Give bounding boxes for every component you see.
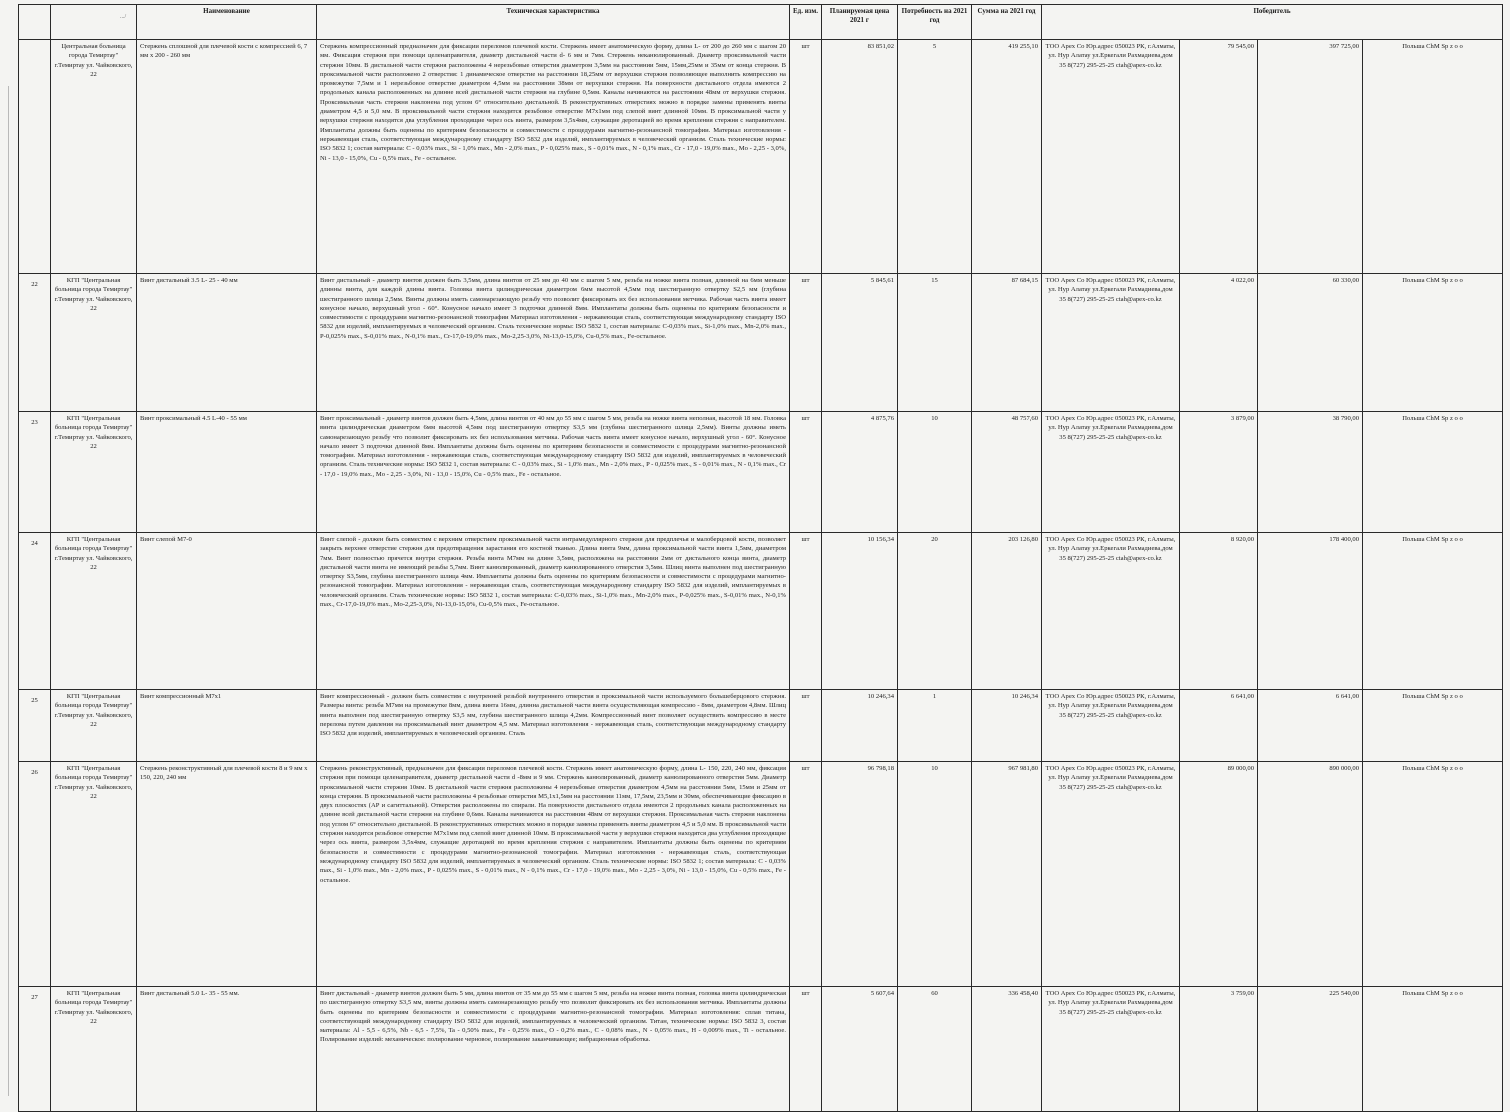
row-winner-sum: 38 790,00 <box>1258 412 1363 533</box>
row-number: 25 <box>19 690 51 762</box>
row-unit: шт <box>790 762 822 987</box>
row-item-name: Стержень сплошной для плечевой кости с компрессией 6, 7 мм х 200 - 260 мм <box>137 40 317 274</box>
header-unit: Ед. изм. <box>790 5 822 40</box>
row-planned-price: 96 798,18 <box>822 762 898 987</box>
table-row <box>19 40 1503 274</box>
row-sum: 48 757,60 <box>972 412 1042 533</box>
header-need: Потребность на 2021 год <box>898 5 972 40</box>
row-supplier: ТОО Apex Co Юр.адрес 050023 РК, г.Алматы, ул. Нур Алатау ул.Еркегали Рахмадиева,дом 35 8(727) 295-25-25 ctah@apex-co.kz <box>1042 987 1180 1112</box>
row-tech-spec: Стержень реконструктивный, предназначен для фиксации переломов плечевой кости. Стержень имеет анатомическую форму, длина L- 150, 220, 240 мм, фиксация стержня при помощи целенаправителя, диаметр дистальной части d -8мм и 9 мм. Стержень канюлированный, диаметр канюлированного отверстия 5мм. Диаметр проксимальной части стержня 10мм. В дистальной части стержня расположены 4 нерезьбовые отверстия диаметром 4,5мм на расстоянии 5мм, 15мм и 25мм от конца стержня. В проксимальной части расположены 4 резьбовые отверстия М5,1х1,5мм на расстоянии 11мм, 17,5мм, 23,5мм и 30мм, обеспечивающие фиксацию в двух плоскостях (АР и сагиттальной). Отверстия расположены по спирали. На поверхности дистального отдела имеются 2 продольных канала расположенных на длинне всей дистальной части стержня на глубине 0,6мм. Каналы начинаются на расстоянии 48мм от верхушки стержня. Проксимальная часть стержня наклонена под углом 6° относительно дистальной. В реконструктивных отверстиях можно в порядке замены применять винты диаметром 4,5 и 5,0 мм. В проксимальной части стержня находится резьбовое отверстие М7х1мм под слепой винт длинной 10мм. В проксимальной части у верхушки стержня находятся два углубления проходящие через ось винта, размером 3,5х4мм, служащие деротацией во время крепления стержня с направителем. Имплантаты должны быть оценены по критериям безопасности и совместимости с процедурами магнитно-резонансной томографии. Материал изготовления - нержавеющая сталь, соответствующая международному стандарту ISO 5832 для изделий, имплантируемых в человеческий организм. Сталь технические нормы: ISO 5832 1; состав материала: C - 0,03% max., Si - 1,0% max., Mn - 2,0% max., P - 0,025% max., S - 0,01% max., N - 0,1% max., Cr - 17,0 - 19,0% max., Mo - 2,25 - 3,0%, Ni - 13,0 - 15,0%, Cu - 0,5% max., Fe - остальное. <box>317 762 790 987</box>
row-winner-country: Польша ChM Sp z o o <box>1363 762 1503 987</box>
row-tech-spec: Винт дистальный - диаметр винтов должен быть 5 мм, длина винтов от 35 мм до 55 мм с шагом 5 мм, резьба на ножке винта полная, головка винта цилиндрическая по шестигранную отвертку S3,5 мм, винты должны иметь самонарезающую резьбу что позволит фиксировать их без использования метчика. Имплантаты должны быть оценены по критериям безопасности и совместимости с процедурами магнитно-резонансной томографии. Материал изготовления: сплав титана, соответствующий международному стандарту ISO 5832 для изделий, имплантируемых в человеческий организм. Титан, технические нормы: ISO 5832 3, состав материала: Al - 5,5 - 6,5%, Nb - 6,5 - 7,5%, Ta - 0,50% max., Fe - 0,25% max., O - 0,2% max., C - 0,08% max., N - 0,05% max., H - 0,009% max., Ti - остальное. Полирование изделий: механическое: полирование черновое, полирование заканчивающее; вибрационная обработка. <box>317 987 790 1112</box>
row-item-name: Винт проксимальный 4.5 L-40 - 55 мм <box>137 412 317 533</box>
row-winner-country: Польша ChM Sp z o o <box>1363 533 1503 690</box>
row-quantity: 5 <box>898 40 972 274</box>
row-winner-sum: 60 330,00 <box>1258 274 1363 412</box>
row-supplier: ТОО Apex Co Юр.адрес 050023 РК, г.Алматы, ул. Нур Алатау ул.Еркегали Рахмадиева,дом 35 8(727) 295-25-25 ctah@apex-co.kz <box>1042 762 1180 987</box>
row-unit: шт <box>790 987 822 1112</box>
row-number: 24 <box>19 533 51 690</box>
row-number: 26 <box>19 762 51 987</box>
table-row <box>19 690 1503 762</box>
row-supplier: ТОО Apex Co Юр.адрес 050023 РК, г.Алматы, ул. Нур Алатау ул.Еркегали Рахмадиева,дом 35 8(727) 295-25-25 ctah@apex-co.kz <box>1042 40 1180 274</box>
row-quantity: 10 <box>898 762 972 987</box>
row-sum: 10 246,34 <box>972 690 1042 762</box>
row-number: 23 <box>19 412 51 533</box>
table-header-row <box>19 5 1503 40</box>
row-tech-spec: Стержень компрессионный предназначен для фиксации переломов плечевой кости. Стержень имеет анатомическую форму, длина L- от 200 до 260 мм с шагом 20 мм. Фиксация стержня при помощи целенаправителя, диаметр дистальной части d- 6 мм и 7мм. Стержень неканюлированный. Диаметр проксимальной части стержня 10мм. В дистальной части стержня расположены 4 нерезьбовые отверстия диаметром 3,5мм на расстоянии 5мм, 15мм,25мм и 35мм от конца стержня. В проксимальной части расположено 2 отверстия: 1 динамическое отверстие на расстоянии 18,25мм от верхушки стержня позволяющее выполнить компрессию на промежутке 7,5мм и 1 нерезьбовое отверстие диаметром 4,5мм на расстоянии 38мм от верхушки стержня. На поверхности дистального отдела имеются 2 продольных канала расположенных на длинне всей дистальной части стержня на глубине 0,5мм. Каналы начинаются на расстоянии 48мм от верхушки стержня. Проксимальная часть стержня наклонена под углом 6° относительно дистальной. В реконструктивных отверстиях можно в порядке замены применять винты диаметром 4,5 и 5,0 мм. В проксимальной части стержня находится резьбовое отверстие М7х1мм под слепой винт длинной 10мм. В проксимальной части у верхушки стержня находятся два углубления проходящие через ось винта, размером 3,5х4мм, служащие деротацией во время крепления стержня с направителем. Имплантаты должны быть оценены по критериям безопасности и совместимости с процедурами магнитно-резонансной томографии. Материал изготовления - нержавеющая сталь, соответствующая международному стандарту ISO 5832 для изделий, имплантируемых в человеческий организм. Сталь технические нормы: ISO 5832 1; состав материала: C - 0,03% max., Si - 1,0% max., Mn - 2,0% max., P - 0,025% max., S - 0,01% max., N - 0,1% max., Cr - 17,0 - 19,0% max., Mo - 2,25 - 3,0%, Ni - 13,0 - 15,0%, Cu - 0,5% max., Fe - остальное. <box>317 40 790 274</box>
row-item-name: Винт компрессионный М7х1 <box>137 690 317 762</box>
row-item-name: Винт слепой М7-0 <box>137 533 317 690</box>
table-row <box>19 412 1503 533</box>
header-price: Планируемая цена 2021 г <box>822 5 898 40</box>
corner-mark: .../ <box>120 14 127 20</box>
header-num <box>19 5 51 40</box>
row-organization: КГП "Центральная больница города Темиртау" г.Темиртау ул. Чайковского, 22 <box>51 987 137 1112</box>
row-winner-price: 79 545,00 <box>1180 40 1258 274</box>
row-quantity: 15 <box>898 274 972 412</box>
row-number <box>19 40 51 274</box>
row-planned-price: 10 156,34 <box>822 533 898 690</box>
header-name: Наименование <box>137 5 317 40</box>
scan-artifact-line <box>8 86 9 1096</box>
row-sum: 87 684,15 <box>972 274 1042 412</box>
row-winner-country: Польша ChM Sp z o o <box>1363 274 1503 412</box>
row-winner-country: Польша ChM Sp z o o <box>1363 690 1503 762</box>
row-quantity: 60 <box>898 987 972 1112</box>
row-item-name: Винт дистальный 3.5 L- 25 - 40 мм <box>137 274 317 412</box>
row-organization: КГП "Центральная больница города Темиртау" г.Темиртау ул. Чайковского, 22 <box>51 690 137 762</box>
row-planned-price: 5 845,61 <box>822 274 898 412</box>
row-winner-price: 4 022,00 <box>1180 274 1258 412</box>
row-winner-country: Польша ChM Sp z o o <box>1363 412 1503 533</box>
row-number: 27 <box>19 987 51 1112</box>
row-winner-sum: 225 540,00 <box>1258 987 1363 1112</box>
row-winner-sum: 178 400,00 <box>1258 533 1363 690</box>
row-supplier: ТОО Apex Co Юр.адрес 050023 РК, г.Алматы, ул. Нур Алатау ул.Еркегали Рахмадиева,дом 35 8(727) 295-25-25 ctah@apex-co.kz <box>1042 274 1180 412</box>
row-supplier: ТОО Apex Co Юр.адрес 050023 РК, г.Алматы, ул. Нур Алатау ул.Еркегали Рахмадиева,дом 35 8(727) 295-25-25 ctah@apex-co.kz <box>1042 533 1180 690</box>
row-number: 22 <box>19 274 51 412</box>
row-organization: КГП "Центральная больница города Темиртау" г.Темиртау ул. Чайковского, 22 <box>51 412 137 533</box>
row-item-name: Стержень реконструктивный для плечевой кости 8 и 9 мм х 150, 220, 240 мм <box>137 762 317 987</box>
row-organization: КГП "Центральная больница города Темиртау" г.Темиртау ул. Чайковского, 22 <box>51 274 137 412</box>
row-organization: Центральная больница города Темиртау" г.Темиртау ул. Чайковского, 22 <box>51 40 137 274</box>
row-tech-spec: Винт проксимальный - диаметр винтов должен быть 4,5мм, длина винтов от 40 мм до 55 мм с шагом 5 мм, резьба на ножке винта неполная, высотой 18 мм. Головка винта цилиндрическая диаметром 6мм высотой 4,5мм под шестигранную отвертку S3,5 мм (глубина шестигранного шлица 2,5мм). Винты должны иметь самонарезающую резьбу что позволит фиксировать их без использования метчика. Рабочая часть винта имеет конусное начало, верхушный угол - 60°. Конусное начало имеет 3 подточки длинной 8мм. Имплантаты должны быть оценены по критериям безопасности и совместимости с процедурами магнитно-резонансной томографии. Материал изготовления - нержавеющая сталь, соответствующая международному стандарту ISO 5832 для изделий, имплантируемых в человеческий организм. Сталь технические нормы: ISO 5832 1, состав материала: C - 0,03% max., Si - 1,0% max., Mn - 2,0% max., P - 0,025% max., S - 0,01% max., N - 0,1% max., Cr - 17,0 - 19,0% max., Mo - 2,25 - 3,0%, Ni - 13,0 - 15,0%, Cu - 0,5% max., Fe - остальное. <box>317 412 790 533</box>
row-winner-price: 6 641,00 <box>1180 690 1258 762</box>
row-supplier: ТОО Apex Co Юр.адрес 050023 РК, г.Алматы, ул. Нур Алатау ул.Еркегали Рахмадиева,дом 35 8(727) 295-25-25 ctah@apex-co.kz <box>1042 412 1180 533</box>
row-planned-price: 5 607,64 <box>822 987 898 1112</box>
row-sum: 203 126,80 <box>972 533 1042 690</box>
row-planned-price: 4 875,76 <box>822 412 898 533</box>
row-winner-sum: 890 000,00 <box>1258 762 1363 987</box>
row-winner-country: Польша ChM Sp z o o <box>1363 987 1503 1112</box>
row-winner-price: 3 759,00 <box>1180 987 1258 1112</box>
row-quantity: 10 <box>898 412 972 533</box>
row-organization: КГП "Центральная больница города Темиртау" г.Темиртау ул. Чайковского, 22 <box>51 533 137 690</box>
table-row <box>19 762 1503 987</box>
header-tech: Техническая характеристика <box>317 5 790 40</box>
table-row <box>19 987 1503 1112</box>
row-winner-sum: 6 641,00 <box>1258 690 1363 762</box>
table-row <box>19 274 1503 412</box>
row-sum: 967 981,80 <box>972 762 1042 987</box>
row-sum: 419 255,10 <box>972 40 1042 274</box>
row-winner-sum: 397 725,00 <box>1258 40 1363 274</box>
row-quantity: 20 <box>898 533 972 690</box>
row-item-name: Винт дистальный 5.0 L- 35 - 55 мм. <box>137 987 317 1112</box>
row-organization: КГП "Центральная больница города Темиртау" г.Темиртау ул. Чайковского, 22 <box>51 762 137 987</box>
row-winner-country: Польша ChM Sp z o o <box>1363 40 1503 274</box>
row-winner-price: 8 920,00 <box>1180 533 1258 690</box>
row-unit: шт <box>790 412 822 533</box>
row-unit: шт <box>790 533 822 690</box>
row-tech-spec: Винт компрессионный - должен быть совместим с внутренней резьбой внутреннего отверстия в проксимальной части используемого большеберцового стержня. Размеры винта: резьба М7мм на промежутке 8мм, длина винта 16мм, длинна дистальной части винта осуществляющая компрессию - 8мм, диаметром 4,8мм. Шлиц винта выполнен под шестигранную отвертку S3,5 мм, глубина шестигранного шлица 4,2мм. Компрессионный винт позволяет осуществить компрессию в месте перелома путем давления на проксимальный винт диаметром 4,5 мм. Материал изготовления - нержавеющая сталь, соответствующая международному стандарту ISO 5832 для изделий, имплантируемых в человеческий организм. Сталь <box>317 690 790 762</box>
row-planned-price: 83 851,02 <box>822 40 898 274</box>
row-winner-price: 89 000,00 <box>1180 762 1258 987</box>
row-quantity: 1 <box>898 690 972 762</box>
header-org <box>51 5 137 40</box>
row-planned-price: 10 246,34 <box>822 690 898 762</box>
header-winner: Победитель <box>1042 5 1503 40</box>
table-row <box>19 533 1503 690</box>
row-unit: шт <box>790 274 822 412</box>
row-winner-price: 3 879,00 <box>1180 412 1258 533</box>
header-sum: Сумма на 2021 год <box>972 5 1042 40</box>
row-sum: 336 458,40 <box>972 987 1042 1112</box>
procurement-table <box>18 4 1503 1112</box>
row-tech-spec: Винт дистальный - диаметр винтов должен быть 3,5мм, длина винтов от 25 мм до 40 мм с шагом 5 мм, резьба на ножке винта полная, длинной на 6мм меньше длинны винта, для каждой длины винта. Головка винта цилиндрическая диаметром 6мм высотой 4,5мм под шестигранную отвертку S2,5 мм (глубина шестигранного шлица 2,5мм. Винты должны иметь самонарезающую резьбу что позволит фиксировать их без использования метчика. Рабочая часть винта имеет конусное начало, верхушный угол - 60°. Конусное начало имеет 3 подточки длинной 8мм. Имплантаты должны быть оценены по критериям безопасности и совместимости с процедурами магнитно-резонансной томографии Материал изготовления - нержавеющая сталь, соответствующая международному стандарту ISO 5832 для изделий, имплантируемых в человеческий организм. Сталь технические нормы: ISO 5832 1, состав материала: С-0,03% max., Si-1,0% max., Mn-2,0% max., P-0,025% max., S-0,01% max., N-0,1% max., Cr-17,0-19,0% max., Mo-2,25-3,0%, Ni-13,0-15,0%, Cu-0,5% max., Fe-остальное. <box>317 274 790 412</box>
row-supplier: ТОО Apex Co Юр.адрес 050023 РК, г.Алматы, ул. Нур Алатау ул.Еркегали Рахмадиева,дом 35 8(727) 295-25-25 ctah@apex-co.kz <box>1042 690 1180 762</box>
row-unit: шт <box>790 690 822 762</box>
row-tech-spec: Винт слепой - должен быть совместим с верхним отверстием проксимальной части интрамедуллярного стержня для предплечья и малоберцовой кости, позволяет закрыть верхнее отверстие стержня для предотвращения зарастания его костной тканью. Длина винта 9мм, длина проксимальной части винта 1,5мм, диаметром 7мм. Винт полностью прячется внутри стержня. Резьба винта М7мм на длине 3,5мм, расположена на расстоянии 2мм от дистального конца винта, диаметр дистальной части винта не имеющий резьбы 5,7мм. Винт канюлированный, диаметр канюлированного отверстия 3,5мм. Шлиц винта выполнен под шестигранную отвертку S3,5мм, глубина шестигранного шлица 4мм. Имплантаты должны быть оценены по критериям безопасности и совместимости с процедурами магнитно-резонансной томографии. Материал изготовления - нержавеющая сталь, соответствующая международному стандарту ISO 5832 для изделий, имплантируемых в человеческий организм. Сталь технические нормы: ISO 5832 1, состав материала: С-0,03% max., Si-1,0% max., Mn-2,0% max., P-0,025% max., S-0,01% max., N-0,1% max., Cr-17,0-19,0% max., Mo-2,25-3,0%, Ni-13,0-15,0%, Cu-0,5% max., Fe-остальное. <box>317 533 790 690</box>
row-unit: шт <box>790 40 822 274</box>
